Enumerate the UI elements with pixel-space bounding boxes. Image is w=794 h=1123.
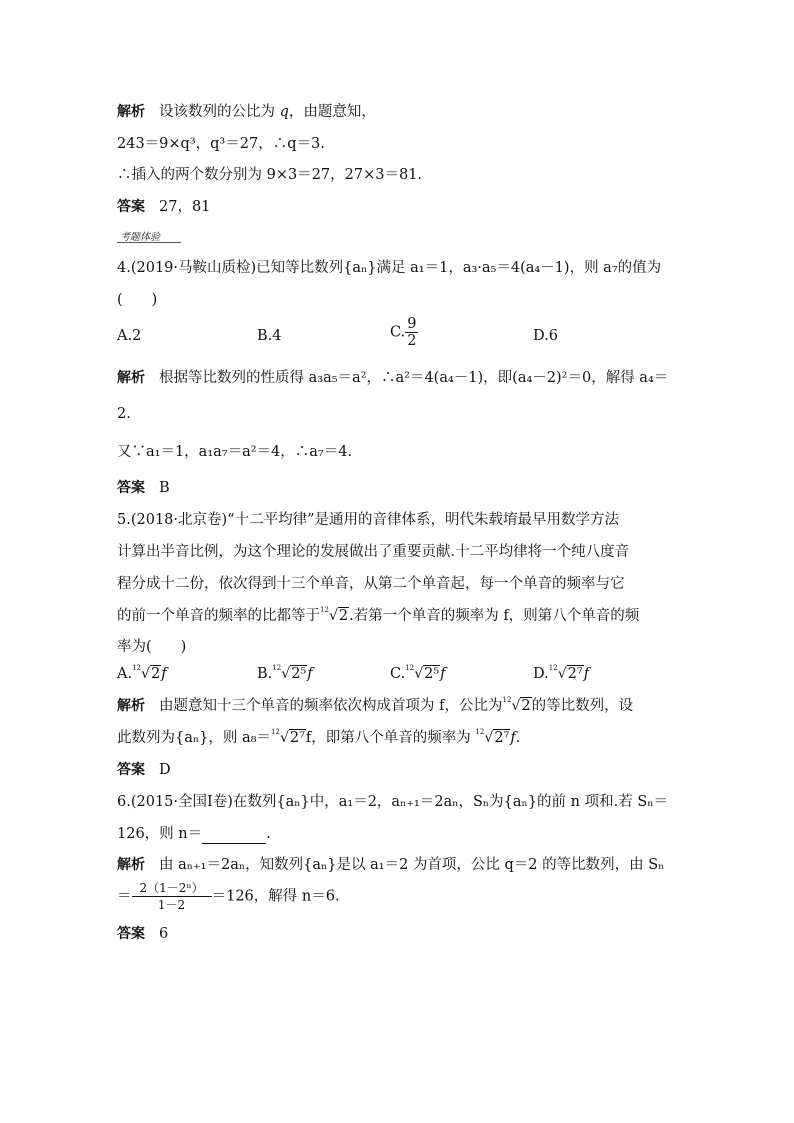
- answer-label: 答案: [117, 199, 145, 215]
- radical-index: 12: [502, 696, 512, 704]
- solution-line: 此数列为{aₙ}，则 a₈＝ 12 √2⁷f，即第八个单音的频率为 12 √2⁷f.: [117, 728, 520, 748]
- option-c-label: C.: [390, 666, 406, 682]
- question-5-line: 程分成十二份，依次得到十三个单音，从第二个单音起，每一个单音的频率与它: [117, 576, 625, 592]
- option-c-label: C.: [390, 324, 406, 341]
- answer-label: 答案: [117, 480, 145, 496]
- solution-text: ＝: [117, 888, 132, 905]
- answer-line: [117, 197, 210, 217]
- radicand: 2⁷: [494, 730, 510, 746]
- radical-index: 12: [132, 664, 142, 672]
- answer-line: [117, 760, 171, 780]
- radical-index: 12: [320, 606, 329, 614]
- radical: 12 √2⁵: [272, 664, 307, 684]
- question-text: 126，则 n＝: [117, 826, 203, 842]
- radical: 12 √2: [502, 696, 531, 716]
- solution-line: 243＝9×q³，q³＝27，∴q＝3.: [117, 136, 325, 152]
- answer-label: 答案: [117, 926, 145, 942]
- radical: 12 √2⁵: [405, 664, 440, 684]
- option-b: B. 12 √2⁵f: [257, 664, 313, 684]
- radicand: 2⁷: [289, 730, 305, 746]
- option-c: C. 12 √2⁵f: [390, 664, 446, 684]
- solution-label: 解析: [117, 104, 145, 120]
- answer-value: 6: [159, 926, 169, 942]
- solution-line: [117, 368, 668, 388]
- option-a: A.2: [117, 328, 142, 344]
- section-tag: [117, 228, 181, 243]
- fraction: [132, 880, 212, 913]
- fraction-numerator: 2（1－2ⁿ）: [132, 880, 212, 897]
- option-d: D.6: [533, 328, 558, 344]
- answer-value: D: [159, 762, 171, 778]
- solution-line: 2.: [117, 406, 131, 422]
- radical: 12 √2⁷: [271, 728, 306, 748]
- option-b: B.4: [257, 328, 282, 344]
- option-b-label: B.: [257, 666, 273, 682]
- solution-text: 此数列为{aₙ}，则 a₈＝: [117, 730, 271, 746]
- question-4-stem: 4.(2019·马鞍山质检)已知等比数列{aₙ}满足 a₁＝1，a₃·a₅＝4(a₄－1)，则 a₇的值为: [117, 260, 662, 276]
- solution-text: 根据等比数列的性质得 a₃a₅＝a²，∴a²＝4(a₄－1)，即(a₄－2)²＝0，解得 a₄＝: [159, 370, 669, 386]
- radical-index: 12: [548, 664, 558, 672]
- solution-line: [117, 696, 633, 716]
- option-d: D. 12 √2⁷f: [533, 664, 589, 684]
- radicand: 2: [151, 666, 161, 682]
- question-6-line: [117, 824, 271, 844]
- solution-text: ，由题意知，: [288, 104, 376, 120]
- option-d-label: D.: [533, 666, 549, 682]
- radical: 12 √2: [132, 664, 161, 684]
- option-c: [390, 316, 418, 349]
- radical: 12 √2⁷: [475, 728, 510, 748]
- solution-line: 又∵a₁＝1，a₁a₇＝a²＝4，∴a₇＝4.: [117, 444, 353, 460]
- solution-text: ＝126，解得 n＝6.: [211, 888, 340, 905]
- radical-index: 12: [475, 728, 485, 736]
- question-6-line: 6.(2015·全国Ⅰ卷)在数列{aₙ}中，a₁＝2，aₙ₊₁＝2aₙ，Sₙ为{aₙ}的前 n 项和.若 Sₙ＝: [117, 794, 669, 810]
- section-tag-label: 考题体验: [120, 232, 160, 243]
- question-text: .: [266, 826, 271, 842]
- solution-text: f，即第八个单音的频率为: [305, 730, 471, 746]
- question-5-line: 计算出半音比例，为这个理论的发展做出了重要贡献.十二平均律将一个纯八度音: [117, 544, 630, 560]
- solution-line: ∴插入的两个数分别为 9×3＝27，27×3＝81.: [117, 167, 423, 183]
- answer-value: B: [159, 480, 170, 496]
- answer-value: 27，81: [159, 199, 211, 215]
- question-5-line: 率为( ): [117, 639, 187, 655]
- radicand: 2⁵: [424, 666, 440, 682]
- question-5-line: [117, 606, 639, 626]
- option-a-label: A.: [117, 666, 133, 682]
- answer-line: [117, 478, 170, 498]
- question-text: 的前一个单音的频率的比都等于: [117, 608, 320, 624]
- solution-label: 解析: [117, 370, 145, 386]
- answer-blank: [202, 829, 266, 844]
- radical-index: 12: [270, 728, 280, 736]
- solution-line: [117, 855, 664, 875]
- solution-label: 解析: [117, 698, 145, 714]
- solution-label: 解析: [117, 857, 145, 873]
- fraction-denominator: 2: [407, 333, 417, 349]
- radicand: 2⁷: [567, 666, 583, 682]
- radical-index: 12: [405, 664, 415, 672]
- solution-line: 解析 设该数列的公比为 q，由题意知，: [117, 104, 376, 120]
- radicand: 2⁵: [291, 666, 307, 682]
- question-5-line: 5.(2018·北京卷)“十二平均律”是通用的音律体系，明代朱载堉最早用数学方法: [117, 512, 619, 528]
- solution-text: 设该数列的公比为: [159, 104, 275, 120]
- question-text: .若第一个单音的频率为 f，则第八个单音的频: [349, 608, 640, 624]
- solution-text: 由 aₙ₊₁＝2aₙ，知数列{aₙ}是以 a₁＝2 为首项，公比 q＝2 的等比数列，由 Sₙ: [159, 857, 665, 873]
- fraction-denominator: 1－2: [157, 898, 186, 912]
- fraction-numerator: 9: [407, 316, 417, 332]
- solution-text: 由题意知十三个单音的频率依次构成首项为 f，公比为: [159, 698, 503, 714]
- radical: 12 √2: [320, 606, 349, 626]
- question-4-paren: ( ): [117, 292, 158, 308]
- solution-line: [117, 880, 340, 913]
- solution-text: 的等比数列，设: [531, 698, 634, 714]
- radical: 12 √2⁷: [549, 664, 584, 684]
- fraction: [405, 316, 418, 349]
- radicand: 2: [338, 608, 349, 624]
- answer-label: 答案: [117, 762, 145, 778]
- radicand: 2: [521, 698, 531, 714]
- answer-line: [117, 924, 168, 944]
- option-a: A. 12 √2f: [117, 664, 167, 684]
- radical-index: 12: [272, 664, 282, 672]
